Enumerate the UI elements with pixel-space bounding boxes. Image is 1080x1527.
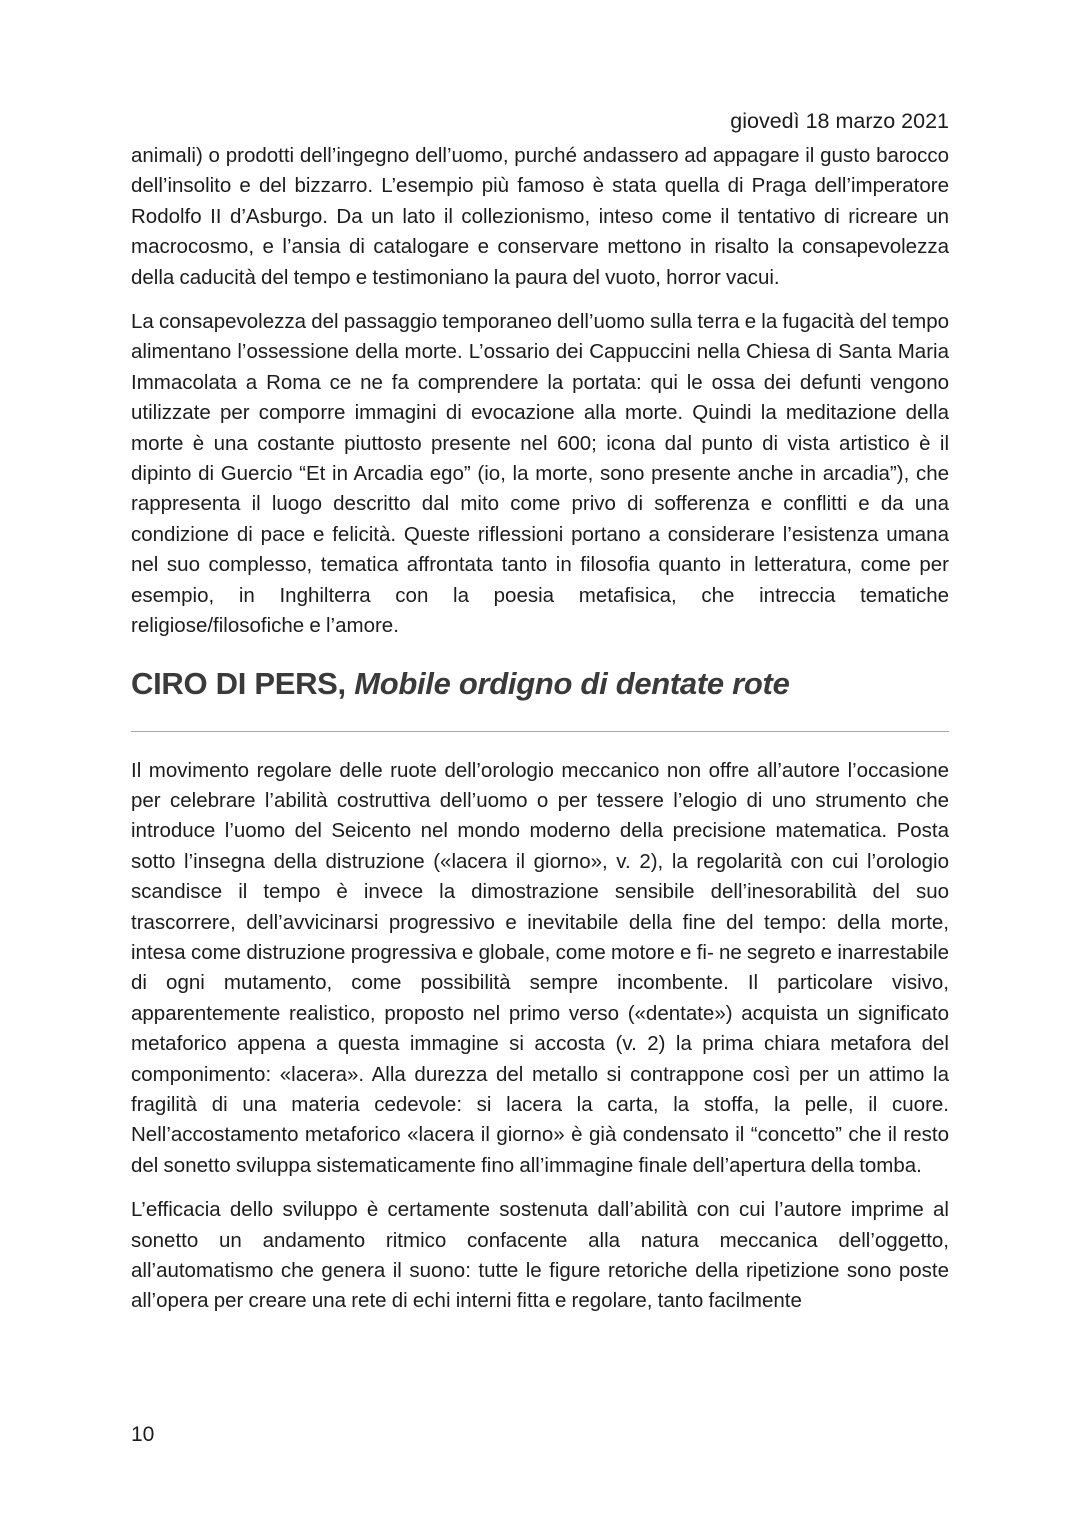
paragraph-collezionismo: animali) o prodotti dell’ingegno dell’uomo, purché andassero ad appagare il gusto barocco dell’insolito e del bizzarro. L’esempio più famoso è stata quella di Praga dell’imperatore Rodolfo II d’Asburgo. Da un lato il collezionismo, inteso come il tentativo di ricreare un macrocosmo, e l’ansia di catalogare e conservare mettono in risalto la consapevolezza della caducità del tempo e testimoniano la paura del vuoto, horror vacui. (131, 144, 949, 289)
paragraph-morte: La consapevolezza del passaggio temporaneo dell’uomo sulla terra e la fugacità del tempo alimentano l’ossessione della morte. L’ossario dei Cappuccini nella Chiesa di Santa Maria Immacolata a Roma ce ne fa comprendere la portata: qui le ossa dei defunti vengono utilizzate per comporre immagini di evocazione alla morte. Quindi la meditazione della morte è una costante piuttosto presente nel 600; icona dal punto di vista artistico è il dipinto di Guercio “Et in Arcadia ego” (io, la morte, sono presente anche in arcadia”), che rappresenta il luogo descritto dal mito come privo di sofferenza e conflitti e da una condizione di pace e felicità. Queste riflessioni portano a considerare l’esistenza umana nel suo complesso, tematica affrontata tanto in filosofia quanto in letteratura, come per esempio, in Inghilterra con la poesia metafisica, che intreccia tematiche religiose/filosofiche e l’amore. (131, 310, 949, 638)
page-number: 10 (131, 1423, 155, 1446)
page-content (131, 141, 949, 1331)
section-heading-author: CIRO DI PERS, (131, 665, 346, 701)
header-date: giovedì 18 marzo 2021 (730, 109, 949, 133)
paragraph-efficacia: L’efficacia dello sviluppo è certamente sostenuta dall’abilità con cui l’autore imprime al sonetto un andamento ritmico confacente alla natura meccanica dell’oggetto, all’automatismo che genera il suono: tutte le figure retoriche della ripetizione sono poste all’opera per creare una rete di echi interni fitta e regolare, tanto facilmente (131, 1198, 949, 1313)
section-divider (131, 731, 949, 732)
paragraph-orologio: Il movimento regolare delle ruote dell’orologio meccanico non offre all’autore l’occasione per celebrare l’abilità costruttiva dell’uomo o per tessere l’elogio di uno strumento che introduce l’uomo del Seicento nel mondo moderno della precisione matematica. Posta sotto l’insegna della distruzione («lacera il giorno», v. 2), la regolarità con cui l’orologio scandisce il tempo è invece la dimostrazione sensibile dell’inesorabilità del suo trascorrere, dell’avvicinarsi progressivo e inevitabile della fine del tempo: della morte, intesa come distruzione progressiva e globale, come motore e fi- ne segreto e inarrestabile di ogni mutamento, come possibilità sempre incombente. Il particolare visivo, apparentemente realistico, proposto nel primo verso («dentate») acquista un significato metaforico appena a questa immagine si accosta (v. 2) la prima chiara metafora del componimento: «lacera». Alla durezza del metallo si contrappone così per un attimo la fragilità di una materia cedevole: si lacera la carta, la stoffa, la pelle, il cuore. Nell’accostamento metaforico «lacera il giorno» è già condensato il “concetto” che il resto del sonetto sviluppa sistematicamente fino all’immagine finale dell’apertura della tomba. (131, 758, 949, 1177)
section-heading-title: Mobile ordigno di dentate rote (354, 665, 790, 701)
section-heading (131, 664, 949, 704)
